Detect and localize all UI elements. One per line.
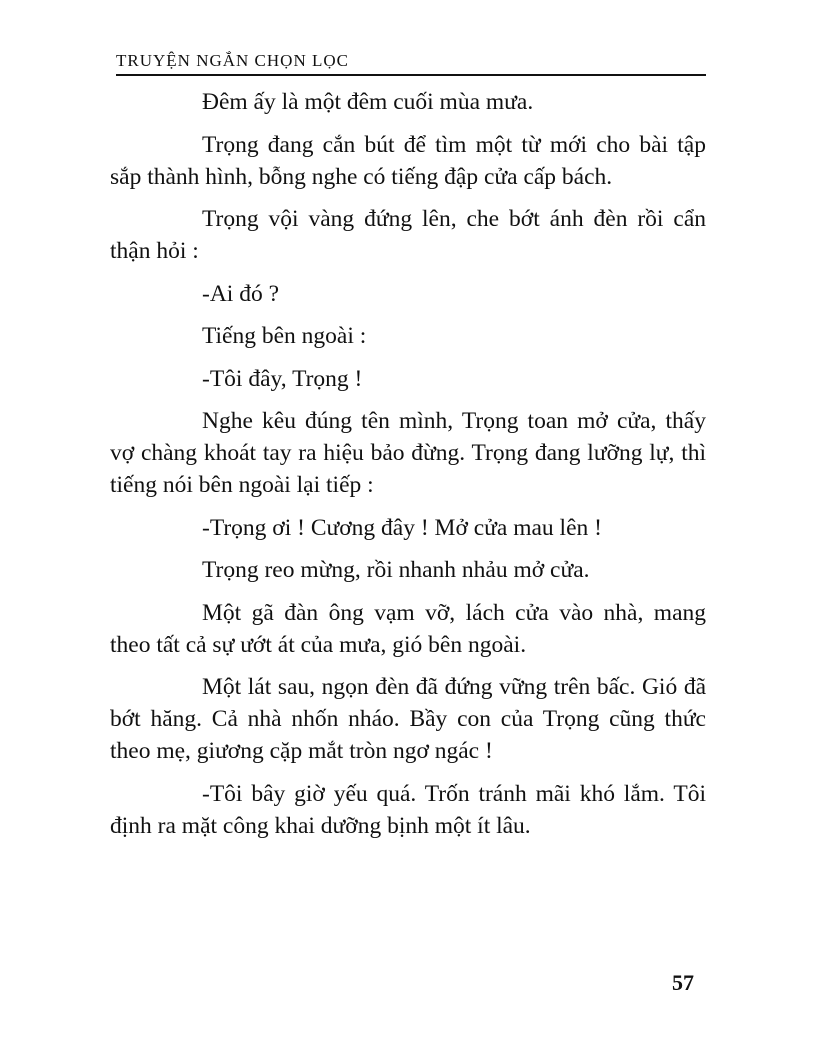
paragraph: -Trọng ơi ! Cương đây ! Mở cửa mau lên !: [202, 514, 602, 541]
running-header: [116, 50, 706, 76]
paragraph: Một lát sau, ngọn đèn đã đứng vững trên bấc. Gió đã bớt hăng. Cả nhà nhốn nháo. Bầy con của Trọng cũng thức theo mẹ, giương cặp mắt tròn ngơ ngác !: [110, 674, 706, 764]
paragraph: Tiếng bên ngoài :: [202, 323, 367, 349]
paragraph: Trọng vội vàng đứng lên, che bớt ánh đèn rồi cẩn thận hỏi :: [110, 206, 706, 264]
paragraph: -Tôi đây, Trọng !: [202, 365, 363, 392]
paragraph: -Tôi bây giờ yếu quá. Trốn tránh mãi khó lắm. Tôi định ra mặt công khai dưỡng bịnh một ít lâu.: [110, 780, 706, 839]
paragraph: -Ai đó ?: [202, 280, 280, 307]
paragraph: Đêm ấy là một đêm cuối mùa mưa.: [202, 89, 534, 115]
page-number: 57: [672, 970, 694, 995]
paragraph: Trọng reo mừng, rồi nhanh nhảu mở cửa.: [202, 557, 590, 583]
paragraph: Trọng đang cắn bút để tìm một từ mới cho bài tập sắp thành hình, bỗng nghe có tiếng đập cửa cấp bách.: [110, 131, 706, 190]
paragraph: Một gã đàn ông vạm vỡ, lách cửa vào nhà, mang theo tất cả sự ướt át của mưa, gió bên ngoài.: [110, 599, 706, 658]
running-title: TRUYỆN NGẮN CHỌN LỌC: [116, 51, 349, 70]
body-text: [110, 86, 706, 852]
paragraph: Nghe kêu đúng tên mình, Trọng toan mở cửa, thấy vợ chàng khoát tay ra hiệu bảo đừng. Trọng đang lưỡng lự, thì tiếng nói bên ngoài lại tiếp :: [110, 408, 706, 498]
